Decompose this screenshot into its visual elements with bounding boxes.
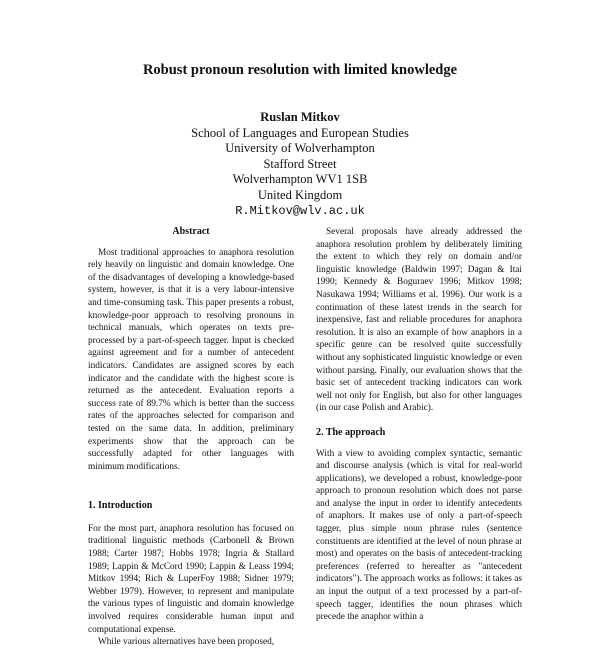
proposals-paragraph: Several proposals have already addressed the anaphora resolution problem by deliberately limiting the extent to which they rely on domain and/or linguistic knowledge (Baldwin 1997; Dagan & Itai 1990; Kennedy & Boguraev 1996; Mitkov 1998; Nasukawa 1994; Williams et al. 1996). Our work is a continuation of these latest trends in the search for inexpensive, fast and reliable procedures for anaphora resolution. It is also an example of how anaphors in a specific genre can be resolved quite successfully without any sophisticated linguistic knowledge or even without parsing. Finally, our evaluation shows that the basic set of antecedent tracking indicators can work well not only for English, but also for other languages (in our case Polish and Arabic). xyxy=(316,227,522,414)
abstract-heading: Abstract xyxy=(172,226,210,237)
author-email: R.Mitkov@wlv.ac.uk xyxy=(235,203,365,218)
author-country: United Kingdom xyxy=(257,187,343,202)
left-column xyxy=(88,226,294,649)
paper-title: Robust pronoun resolution with limited knowledge xyxy=(142,62,458,78)
author-block xyxy=(0,110,600,219)
author-name: Ruslan Mitkov xyxy=(260,110,340,124)
abstract-text: Most traditional approaches to anaphora resolution rely heavily on linguistic and domain knowledge. One of the disadvantages of developing a knowledge-based system, however, is that it is a very labour-intensive and time-consuming task. This paper presents a robust, knowledge-poor approach to resolving pronouns in technical manuals, which operates on texts pre-processed by a part-of-speech tagger. Input is checked against agreement and for a number of antecedent indicators. Candidates are assigned scores by each indicator and the candidate with the highest score is returned as the antecedent. Evaluation reports a success rate of 89.7% which is better than the success rates of the approaches selected for comparison and tested on the same data. In addition, preliminary experiments show that the approach can be successfully adapted for other languages with minimum modifications. xyxy=(88,247,294,472)
author-affiliation: School of Languages and European Studies xyxy=(191,125,409,140)
author-street: Stafford Street xyxy=(263,156,337,171)
introduction-heading: 1. Introduction xyxy=(88,500,153,512)
right-column xyxy=(316,226,522,624)
author-city: Wolverhampton WV1 1SB xyxy=(232,172,368,187)
introduction-paragraph-2: While various alternatives have been proposed, xyxy=(98,637,275,648)
introduction-paragraph-1: For the most part, anaphora resolution has focused on traditional linguistic methods (Carbonell & Brown 1988; Carter 1987; Hobbs 1978; Ingria & Stallard 1989; Lappin & McCord 1990; Lappin & Leass 1994; Mitkov 1994; Rich & LuperFoy 1988; Sidner 1979; Webber 1979). However, to represent and manipulate the various types of linguistic and domain knowledge involved requires considerable human input and computational expense. xyxy=(88,523,294,635)
approach-heading: 2. The approach xyxy=(316,426,386,438)
approach-paragraph: With a view to avoiding complex syntactic, semantic and discourse analysis (which is vital for real-world applications), we developed a robust, knowledge-poor approach to pronoun resolution which does not parse and analyse the input in order to identify antecedents of anaphors. It makes use of only a part-of-speech tagger, plus simple noun phrase rules (sentence constituents are identified at the level of noun phrase at most) and operates on the basis of antecedent-tracking preferences (referred to hereafter as "antecedent indicators"). The approach works as follows: it takes as an input the output of a text processed by a part-of-speech tagger, identifies the noun phrases which precede the anaphor within a xyxy=(316,448,522,623)
author-institution: University of Wolverhampton xyxy=(225,141,375,156)
